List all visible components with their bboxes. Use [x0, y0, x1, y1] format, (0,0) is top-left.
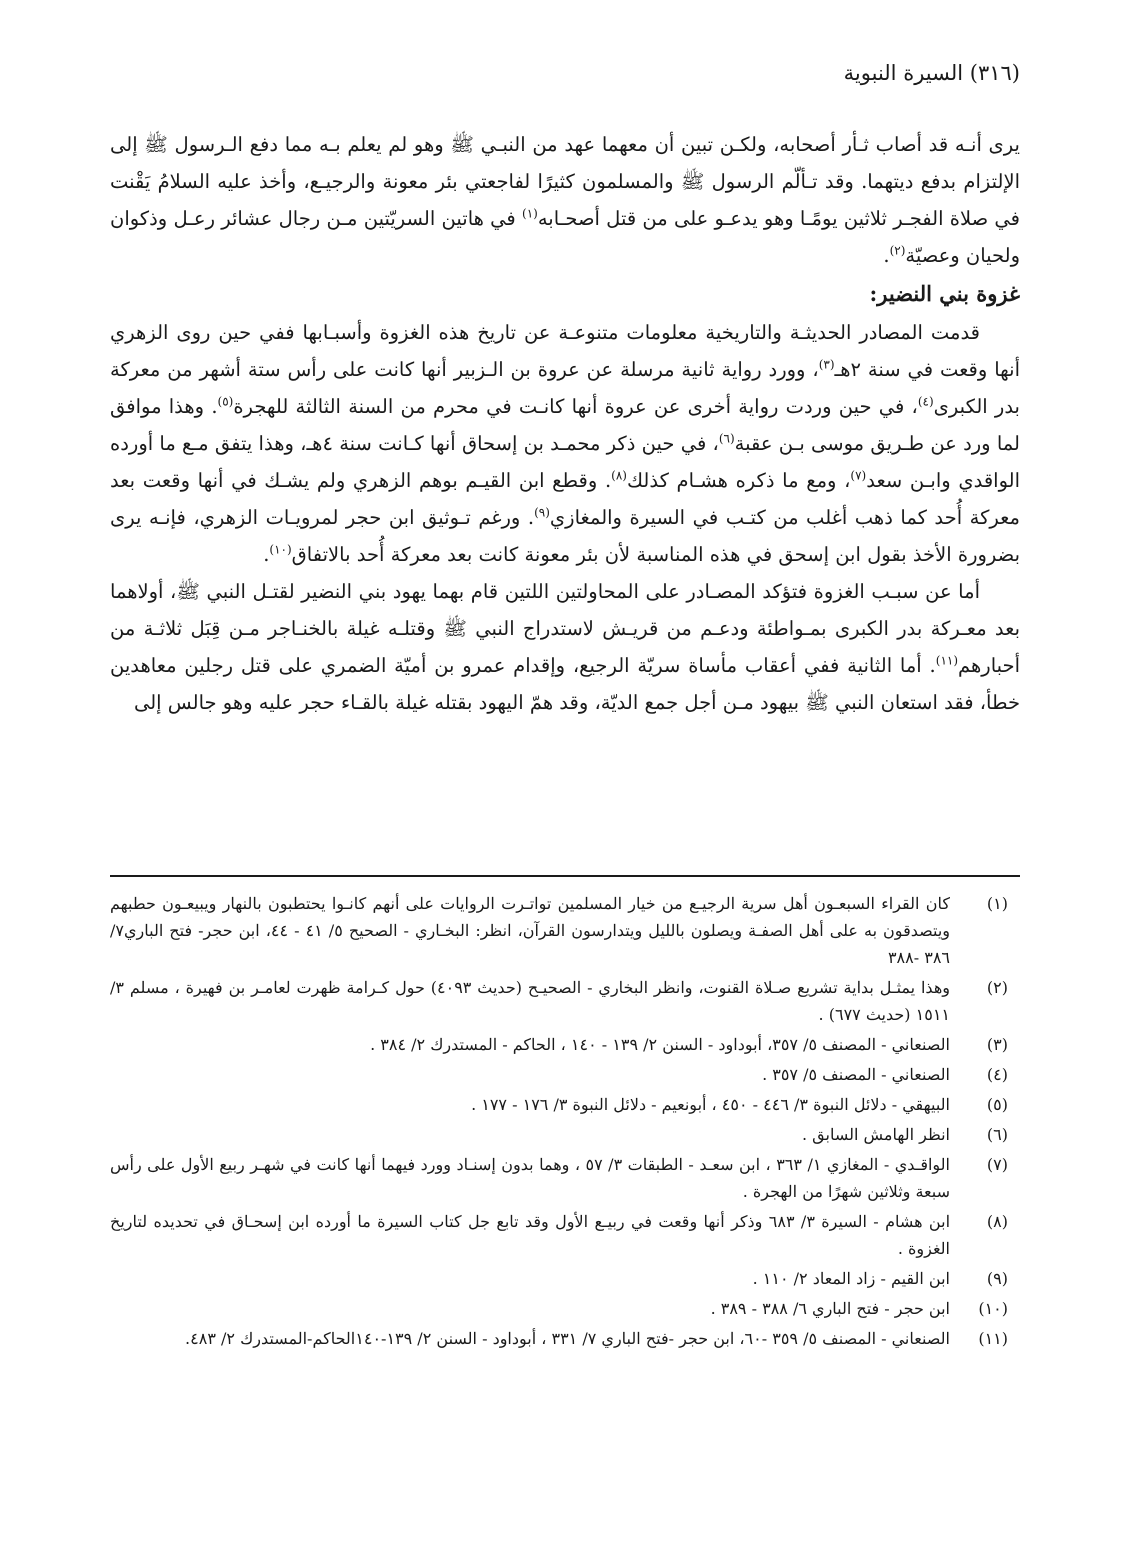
footnotes-section: [110, 890, 1020, 1355]
footnote: [110, 890, 1020, 971]
text-span: .: [883, 244, 890, 267]
footnote-text: الصنعاني - المصنف ٥/ ٣٥٧، أبوداود - السنن ٢/ ١٣٩ - ١٤٠ ، الحاكم - المستدرك ٢/ ٣٨٤ .: [370, 1035, 950, 1054]
text-span: ، وورد رواية ثانية مرسلة عن عروة بن الـزبير أنها كانت على رأس ستة أشهر من معركة بدر الكبرى: [110, 358, 1020, 418]
footnote-ref-6: (٦): [718, 431, 735, 446]
footnote-ref-2: (٢): [889, 243, 906, 258]
footnote-text: ابن هشام - السيرة ٣/ ٦٨٣ وذكر أنها وقعت في ربيـع الأول وقد تابع جل كتاب السيرة ما أورده ابن إسحـاق في تحديده لتاريخ الغزوة .: [110, 1212, 951, 1258]
text-span: ، ومع ما ذكره هشـام كذلك: [626, 469, 851, 492]
running-header: (٣١٦) السيرة النبوية: [843, 61, 1020, 85]
text-span: قدمت المصادر الحديثـة والتاريخية معلومات متنوعـة عن تاريخ هذه الغزوة وأسبـابها ففي حين روى الزهري أنها وقعت في سنة ٢هـ: [110, 321, 1020, 381]
footnote-ref-4: (٤): [917, 394, 934, 409]
paragraph-3: [110, 573, 1020, 721]
main-text: [110, 126, 1020, 721]
text-span: ، في حين ذكر محمـد بن إسحاق أنها كـانت سنة ٤هـ، وهذا يتفق مـع ما أورده الواقدي وابـن سعد: [110, 432, 1021, 492]
footnote: [110, 1121, 1020, 1148]
text-span: يرى أنـه قد أصاب ثـأر أصحابه، ولكـن تبين أن معهما عهد من النبـي ﷺ وهو لم يعلم بـه مما دفع الـرسول ﷺ إلى الإلتزام بدفع ديتهما. وقد تـألّم الرسول ﷺ والمسلمون كثيرًا لفاجعتي بئر معونة والرجيـع، وأخذ عليه السلامُ يَقْنت في صلاة الفجـر ثلاثين يومًـا وهو يدعـو على من قتل أصحـابه: [110, 133, 1020, 230]
text-span: . وقطع ابن القيـم بوهم الزهري ولم يشـك في أنها وقعت بعد معركة أُحد كما ذهب أغلب من كتـب في السيرة والمغازي: [110, 469, 1020, 529]
footnote-number: (١٠): [978, 1299, 1008, 1318]
footnote: [110, 1295, 1020, 1322]
footnote-ref-10: (١٠): [269, 542, 292, 557]
footnote-text: الصنعاني - المصنف ٥/ ٣٥٧ .: [762, 1065, 950, 1084]
footnote-number: (٥): [986, 1095, 1008, 1114]
footnote-ref-9: (٩): [534, 505, 550, 520]
footnote: [110, 1091, 1020, 1118]
footnote-text: انظر الهامش السابق .: [802, 1125, 950, 1144]
footnote-divider: [110, 875, 1020, 877]
footnote-text: وهذا يمثـل بداية تشريع صـلاة القنوت، وانظر البخاري - الصحيـح (حديث ٤٠٩٣) حول كـرامة ظهرت لعامـر بن فهيرة ، مسلم ٣/ ١٥١١ (حديث ٦٧٧) .: [110, 978, 950, 1024]
text-span: . أما الثانية ففي أعقاب مأساة سريّة الرجيع، وإقدام عمرو بن أميّة الضمري على قتل رجلين معاهدين خطأ، فقد استعان النبي ﷺ بيهود مـن أجل جمع الديّة، وقد همّ اليهود بقتله غيلة بالقـاء حجر عليه وهو جالس إلى: [110, 654, 1020, 714]
text-span: أما عن سبـب الغزوة فتؤكد المصـادر على المحاولتين اللتين قام بهما يهود بني النضير لقتـل النبي ﷺ، أولاهما بعد معـركة بدر الكبرى بمـواطئة ودعـم من قريـش لاستدراج النبي ﷺ وقتلـه غيلة بالخنـاجر مـن قِبَل ثلاثـة من أحبارهم: [110, 580, 1020, 677]
footnote-number: (٤): [986, 1065, 1008, 1084]
footnote-text: كان القراء السبعـون أهل سرية الرجيـع من خيار المسلمين تواتـرت الروايات على أنهم كانـوا يحتطبون بالنهار ويبيعـون حطبهم ويتصدقون به على أهل الصفـة ويصلون بالليل ويتدارسون القرآن، انظر: البخـاري - الصحيح ٥/ ٤١ - ٤٤، ابن حجر- فتح الباري٧/ ٣٨٦ -٣٨٨: [110, 894, 951, 967]
footnote-text: البيهقي - دلائل النبوة ٣/ ٤٤٦ - ٤٥٠ ، أبونعيم - دلائل النبوة ٣/ ١٧٦ - ١٧٧ .: [471, 1095, 950, 1114]
footnote-text: الواقـدي - المغازي ١/ ٣٦٣ ، ابن سعـد - الطبقات ٣/ ٥٧ ، وهما بدون إسنـاد وورد فيهما أنها كانت في شهـر ربيع الأول على رأس سبعة وثلاثين شهرًا من الهجرة .: [110, 1155, 950, 1201]
footnote: [110, 1151, 1020, 1205]
footnote-ref-8: (٨): [611, 468, 627, 483]
footnote-ref-3: (٣): [818, 357, 835, 372]
footnote-number: (١١): [978, 1329, 1008, 1348]
text-span: . ورغم تـوثيق ابن حجر لمرويـات الزهري، فإنـه يرى بضرورة الأخذ بقول ابن إسحق في هذه المناسبة لأن بئر معونة كانت بعد معركة أُحد بالاتفاق: [110, 506, 1020, 566]
footnote: [110, 1208, 1020, 1262]
footnote-text: ابن حجر - فتح الباري ٦/ ٣٨٨ - ٣٨٩ .: [710, 1299, 950, 1318]
text-span: في هاتين السريّتين مـن رجال عشائر رعـل وذكوان ولحيان وعصيّة: [110, 207, 1020, 267]
footnote-number: (٦): [986, 1125, 1008, 1144]
footnote: [110, 1325, 1020, 1352]
footnote-ref-5: (٥): [217, 394, 234, 409]
footnote: [110, 1265, 1020, 1292]
footnote-number: (٩): [986, 1269, 1008, 1288]
footnote-text: الصنعاني - المصنف ٥/ ٣٥٩ -٦٠، ابن حجر -فتح الباري ٧/ ٣٣١ ، أبوداود - السنن ٢/ ١٣٩-١٤٠الحاكم-المستدرك ٢/ ٤٨٣.: [185, 1329, 950, 1348]
footnote-number: (٢): [986, 978, 1008, 997]
footnote-ref-1: (١): [522, 206, 538, 221]
section-heading: غزوة بني النضير:: [869, 281, 1020, 306]
book-page: [110, 0, 1020, 1554]
paragraph-2: [110, 314, 1020, 573]
footnote-number: (٣): [986, 1035, 1008, 1054]
text-span: . وهذا موافق لما ورد عن طـريق موسى بـن عقبة: [110, 395, 1020, 455]
text-span: ، في حين وردت رواية أخرى عن عروة أنها كانـت في محرم من السنة الثالثة للهجرة: [233, 395, 918, 418]
footnote-number: (٨): [986, 1212, 1008, 1231]
footnote: [110, 1031, 1020, 1058]
paragraph-1: [110, 126, 1020, 274]
footnote-ref-11: (١١): [935, 653, 959, 668]
footnote: [110, 1061, 1020, 1088]
footnote: [110, 974, 1020, 1028]
footnote-ref-7: (٧): [850, 468, 867, 483]
footnote-number: (٧): [986, 1155, 1008, 1174]
footnote-text: ابن القيم - زاد المعاد ٢/ ١١٠ .: [752, 1269, 950, 1288]
text-span: .: [263, 543, 270, 566]
footnote-number: (١): [986, 894, 1008, 913]
